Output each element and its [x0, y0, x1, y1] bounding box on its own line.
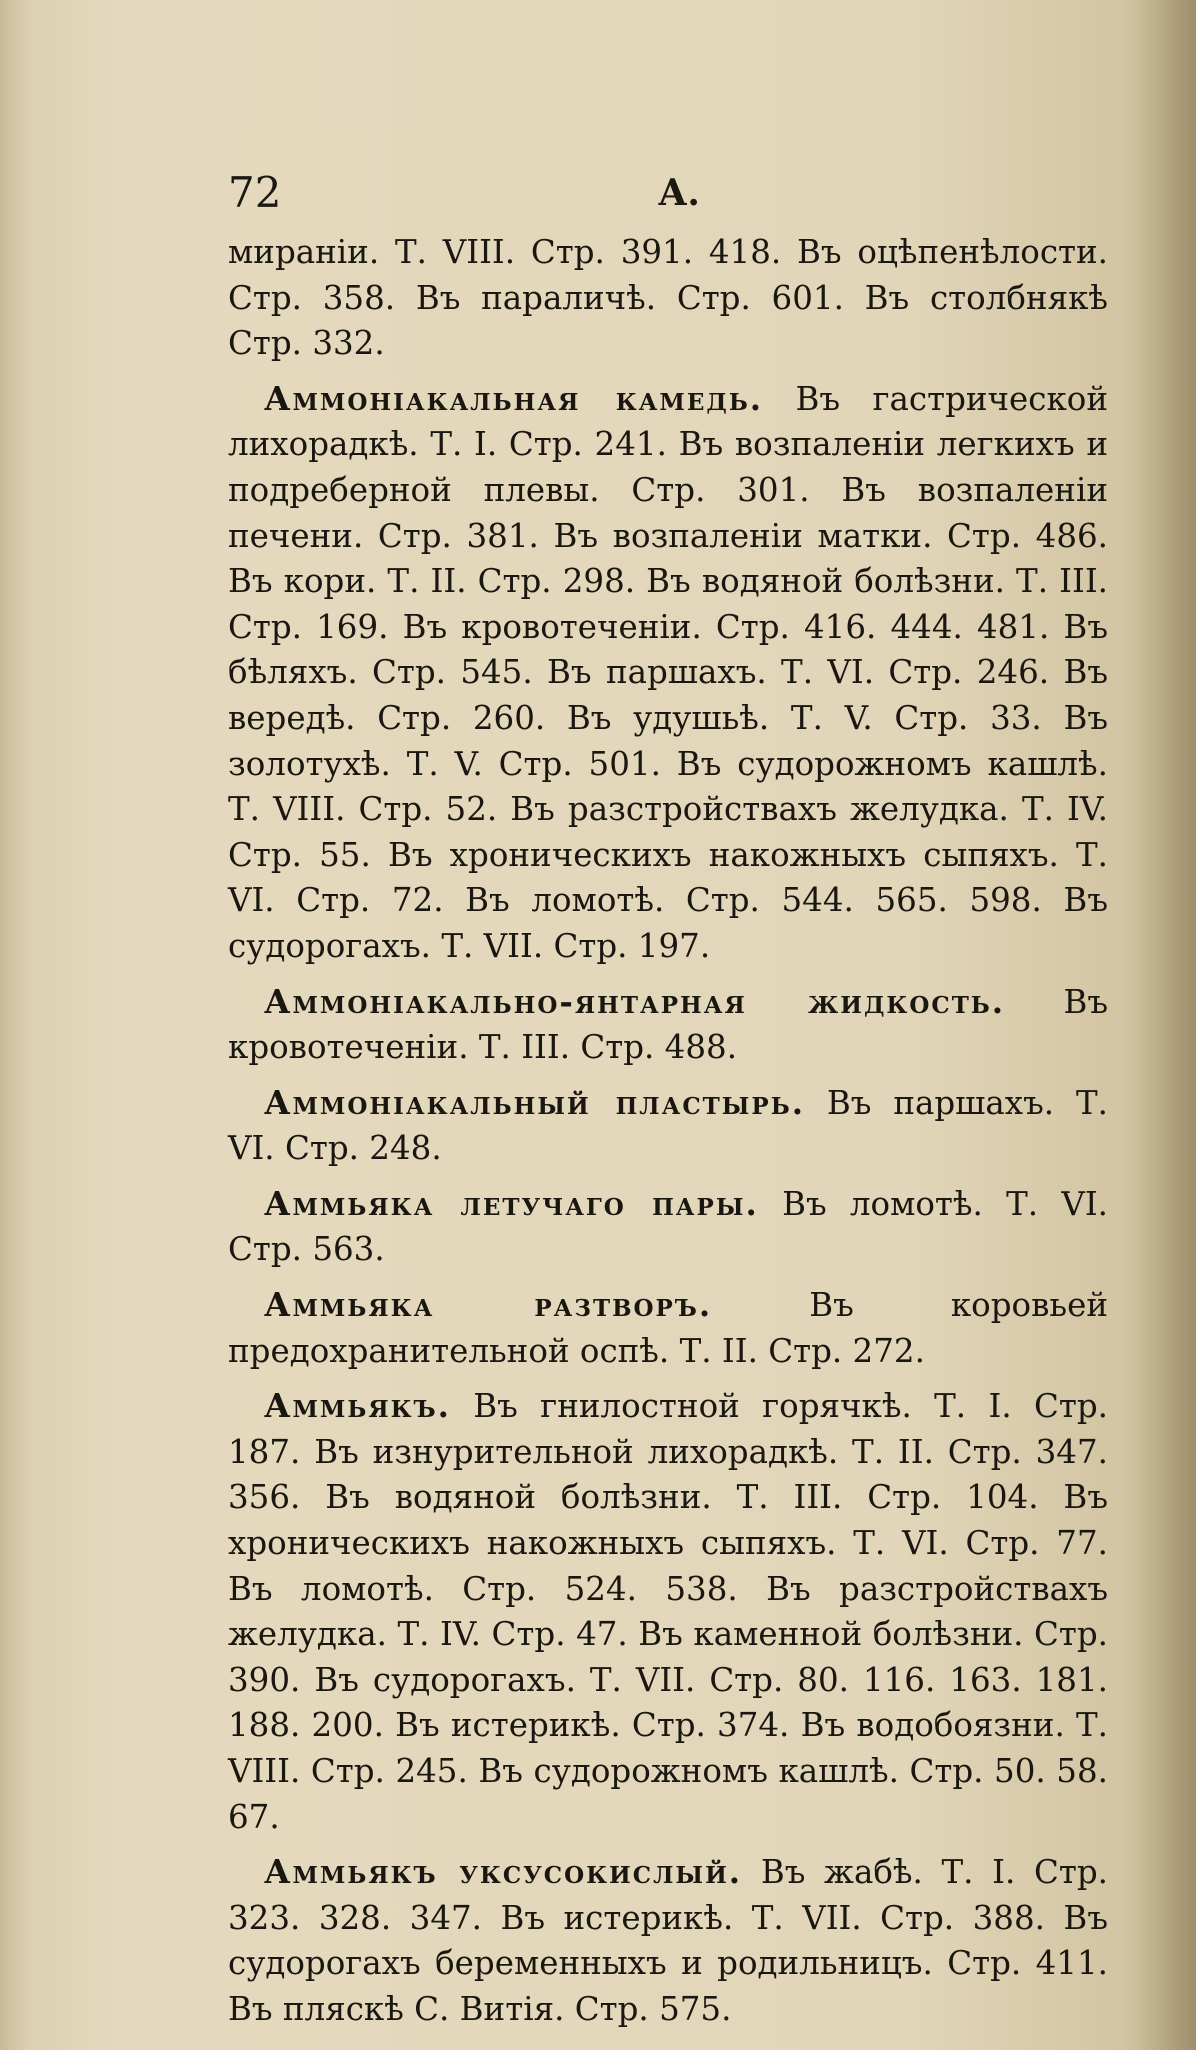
page-spine-shadow — [1136, 0, 1196, 2050]
entry-text: Въ коровьей предохранительной оспѣ. Т. II. Стр. 272. — [228, 1286, 1108, 1370]
entry-text: мираніи. Т. VIII. Стр. 391. 418. Въ оцѣпенѣлости. Стр. 358. Въ параличѣ. Стр. 601. Въ столбнякѣ Стр. 332. — [228, 233, 1108, 363]
running-head: А. — [658, 172, 700, 214]
index-entry — [228, 376, 1108, 970]
index-content — [228, 230, 1108, 2042]
entry-headword: Аммоніакальный пластырь. — [264, 1082, 806, 1122]
index-entry — [228, 1849, 1108, 2032]
entry-text: Въ гастрической лихорадкѣ. Т. I. Стр. 241. Въ возпаленіи легкихъ и подреберной плевы. Стр. 301. Въ возпаленіи печени. Стр. 381. Въ возпаленіи матки. Стр. 486. Въ кори. Т. II. Стр. 298. Въ водяной болѣзни. Т. III. Стр. 169. Въ кровотеченіи. Стр. 416. 444. 481. Въ бѣляхъ. Стр. 545. Въ паршахъ. Т. VI. Стр. 246. Въ вередѣ. Стр. 260. Въ удушьѣ. Т. V. Стр. 33. Въ золотухѣ. Т. V. Стр. 501. Въ судорожномъ кашлѣ. Т. VIII. Стр. 52. Въ разстройствахъ желудка. Т. IV. Стр. 55. Въ хроническихъ накожныхъ сыпяхъ. Т. VI. Стр. 72. Въ ломотѣ. Стр. 544. 565. 598. Въ судорогахъ. Т. VII. Стр. 197. — [228, 379, 1108, 965]
page-header — [228, 168, 1108, 228]
index-entry — [228, 1282, 1108, 1374]
index-entry — [228, 979, 1108, 1071]
entry-text: Въ гнилостной горячкѣ. Т. I. Стр. 187. Въ изнурительной лихорадкѣ. Т. II. Стр. 347. 356. Въ водяной болѣзни. Т. III. Стр. 104. Въ хроническихъ накожныхъ сыпяхъ. Т. VI. Стр. 77. Въ ломотѣ. Стр. 524. 538. Въ разстройствахъ желудка. Т. IV. Стр. 47. Въ каменной болѣзни. Стр. 390. Въ судорогахъ. Т. VII. Стр. 80. 116. 163. 181. 188. 200. Въ истерикѣ. Стр. 374. Въ водобоязни. Т. VIII. Стр. 245. Въ судорожномъ кашлѣ. Стр. 50. 58. 67. — [228, 1387, 1108, 1836]
entry-headword: Аммоніакально-янтарная жидкость. — [264, 981, 1006, 1021]
index-entry — [228, 1181, 1108, 1273]
entry-headword: Аммьякъ уксусокислый. — [264, 1852, 743, 1892]
entry-headword: Аммьякъ. — [264, 1386, 451, 1426]
index-entry — [228, 1383, 1108, 1840]
entry-headword: Аммьяка летучаго пары. — [264, 1183, 759, 1223]
entry-headword: Аммоніакальная камедь. — [264, 378, 764, 418]
entry-text: Въ кровотеченіи. Т. III. Стр. 488. — [228, 982, 1108, 1067]
entry-headword: Аммьяка разтворъ. — [264, 1285, 713, 1325]
entry-text: Въ паршахъ. Т. VI. Стр. 248. — [228, 1083, 1108, 1168]
index-entry — [228, 1080, 1108, 1172]
entry-text: Въ ломотѣ. Т. VI. Стр. 563. — [228, 1184, 1109, 1269]
index-entry — [228, 230, 1108, 367]
entry-text: Въ жабѣ. Т. I. Стр. 323. 328. 347. Въ истерикѣ. Т. VII. Стр. 388. Въ судорогахъ беременныхъ и родильницъ. Стр. 411. Въ пляскѣ С. Витія. Стр. 575. — [228, 1853, 1108, 2028]
page-number: 72 — [228, 168, 282, 217]
